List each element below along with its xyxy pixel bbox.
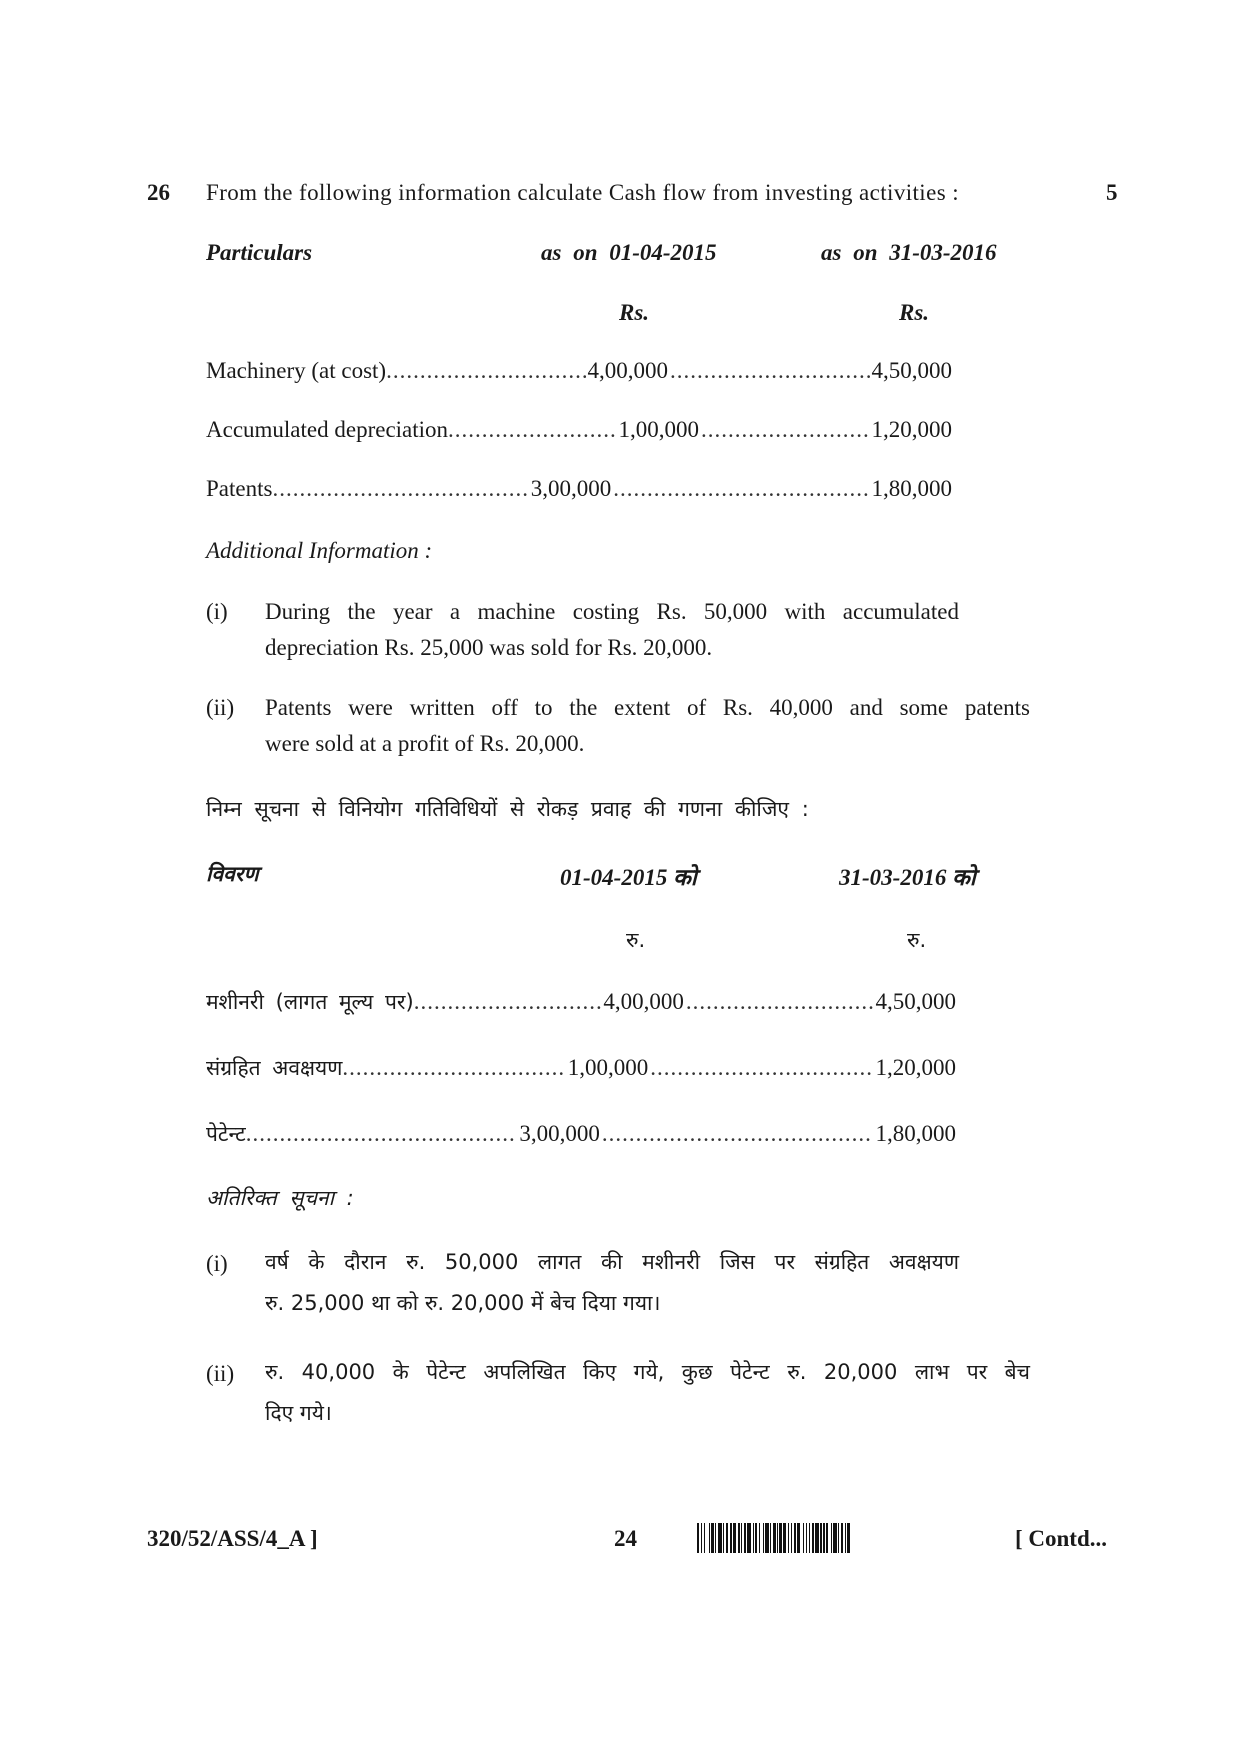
page-number: 24 — [614, 1526, 637, 1551]
leader-dots — [448, 417, 616, 443]
item-line-2: रु. 25,000 था को रु. 20,000 में बेच दिया गया। — [265, 1291, 661, 1315]
row-label: Patents — [206, 476, 273, 501]
row-value-2016: 4,50,000 — [871, 358, 952, 383]
row-label: पेटेन्ट — [206, 1122, 246, 1146]
item-line-1: रु. 40,000 के पेटेन्ट अपलिखित किए गये, कुछ पेटेन्ट रु. 20,000 लाभ पर बेच — [265, 1360, 1030, 1384]
question-text-hindi: निम्न सूचना से विनियोग गतिविधियों से रोकड़ प्रवाह की गणना कीजिए : — [206, 797, 809, 821]
item-line-1: During the year a machine costing Rs. 50,000 with accumulated — [265, 599, 959, 624]
row-label: मशीनरी (लागत मूल्य पर) — [206, 990, 414, 1014]
item-line-1: वर्ष के दौरान रु. 50,000 लागत की मशीनरी जिस पर संग्रहित अवक्षयण — [265, 1250, 959, 1274]
row-value-2016: 4,50,000 — [875, 989, 956, 1014]
row-value-2015: 3,00,000 — [530, 476, 612, 501]
item-number: (ii) — [206, 695, 235, 720]
header-date-1: as on 01-04-2015 — [541, 240, 717, 265]
header-particulars: Particulars — [206, 240, 313, 265]
item-number: (ii) — [206, 1361, 235, 1386]
row-value-2015: 4,00,000 — [587, 358, 669, 383]
additional-item-1-hindi — [265, 1242, 959, 1324]
header-date-2-hindi: 31-03-2016 को — [839, 865, 976, 890]
item-line-2: दिए गये। — [265, 1401, 332, 1425]
unit-ru-2: रु. — [907, 928, 927, 952]
row-label: संग्रहित अवक्षयण — [206, 1056, 343, 1080]
row-value-2016: 1,20,000 — [871, 417, 952, 442]
header-date-2: as on 31-03-2016 — [821, 240, 997, 265]
leader-dots — [613, 476, 869, 502]
leader-dots — [272, 476, 528, 502]
header-date-1-hindi: 01-04-2015 को — [560, 865, 697, 890]
leader-dots — [602, 1121, 874, 1147]
row-value-2016: 1,80,000 — [871, 476, 952, 501]
leader-dots — [701, 417, 869, 443]
unit-ru-1: रु. — [626, 928, 646, 952]
barcode-stripe — [850, 1523, 854, 1553]
additional-item-2 — [265, 690, 1030, 762]
question-text: From the following information calculate Cash flow from investing activities : — [206, 180, 959, 205]
barcode — [697, 1523, 997, 1553]
paper-code: 320/52/ASS/4_A ] — [147, 1526, 318, 1551]
row-value-2015: 3,00,000 — [519, 1121, 600, 1146]
question-marks: 5 — [1106, 180, 1118, 205]
table-row — [206, 1054, 958, 1084]
row-value-2016: 1,20,000 — [875, 1055, 956, 1080]
additional-info-title: Additional Information : — [206, 538, 433, 563]
leader-dots — [686, 989, 874, 1015]
row-value-2015: 1,00,000 — [567, 1055, 649, 1080]
item-line-1: Patents were written off to the extent of Rs. 40,000 and some patents — [265, 695, 1030, 720]
item-number: (i) — [206, 1251, 228, 1276]
leader-dots — [386, 358, 585, 384]
row-label: Machinery (at cost) — [206, 358, 387, 383]
leader-dots — [650, 1055, 873, 1081]
header-particulars-hindi: विवरण — [206, 862, 259, 886]
additional-item-2-hindi — [265, 1352, 1030, 1434]
row-label: Accumulated depreciation — [206, 417, 449, 442]
row-value-2015: 4,00,000 — [603, 989, 684, 1014]
item-line-2: depreciation Rs. 25,000 was sold for Rs. 20,000. — [265, 635, 713, 660]
additional-info-title-hindi: अतिरिक्त सूचना : — [206, 1186, 354, 1210]
leader-dots — [670, 358, 869, 384]
item-line-2: were sold at a profit of Rs. 20,000. — [265, 731, 585, 756]
leader-dots — [246, 1121, 518, 1147]
leader-dots — [414, 989, 602, 1015]
table-row — [206, 417, 954, 447]
item-number: (i) — [206, 599, 228, 624]
table-row — [206, 1120, 958, 1150]
unit-rs-1: Rs. — [619, 300, 650, 325]
continued-label: [ Contd... — [1015, 1526, 1108, 1551]
table-row — [206, 988, 958, 1018]
additional-item-1 — [265, 594, 959, 666]
unit-rs-2: Rs. — [899, 300, 930, 325]
row-value-2015: 1,00,000 — [618, 417, 700, 442]
table-row — [206, 476, 954, 506]
row-value-2016: 1,80,000 — [875, 1121, 956, 1146]
question-number: 26 — [147, 180, 170, 205]
leader-dots — [342, 1055, 565, 1081]
table-row — [206, 358, 954, 388]
